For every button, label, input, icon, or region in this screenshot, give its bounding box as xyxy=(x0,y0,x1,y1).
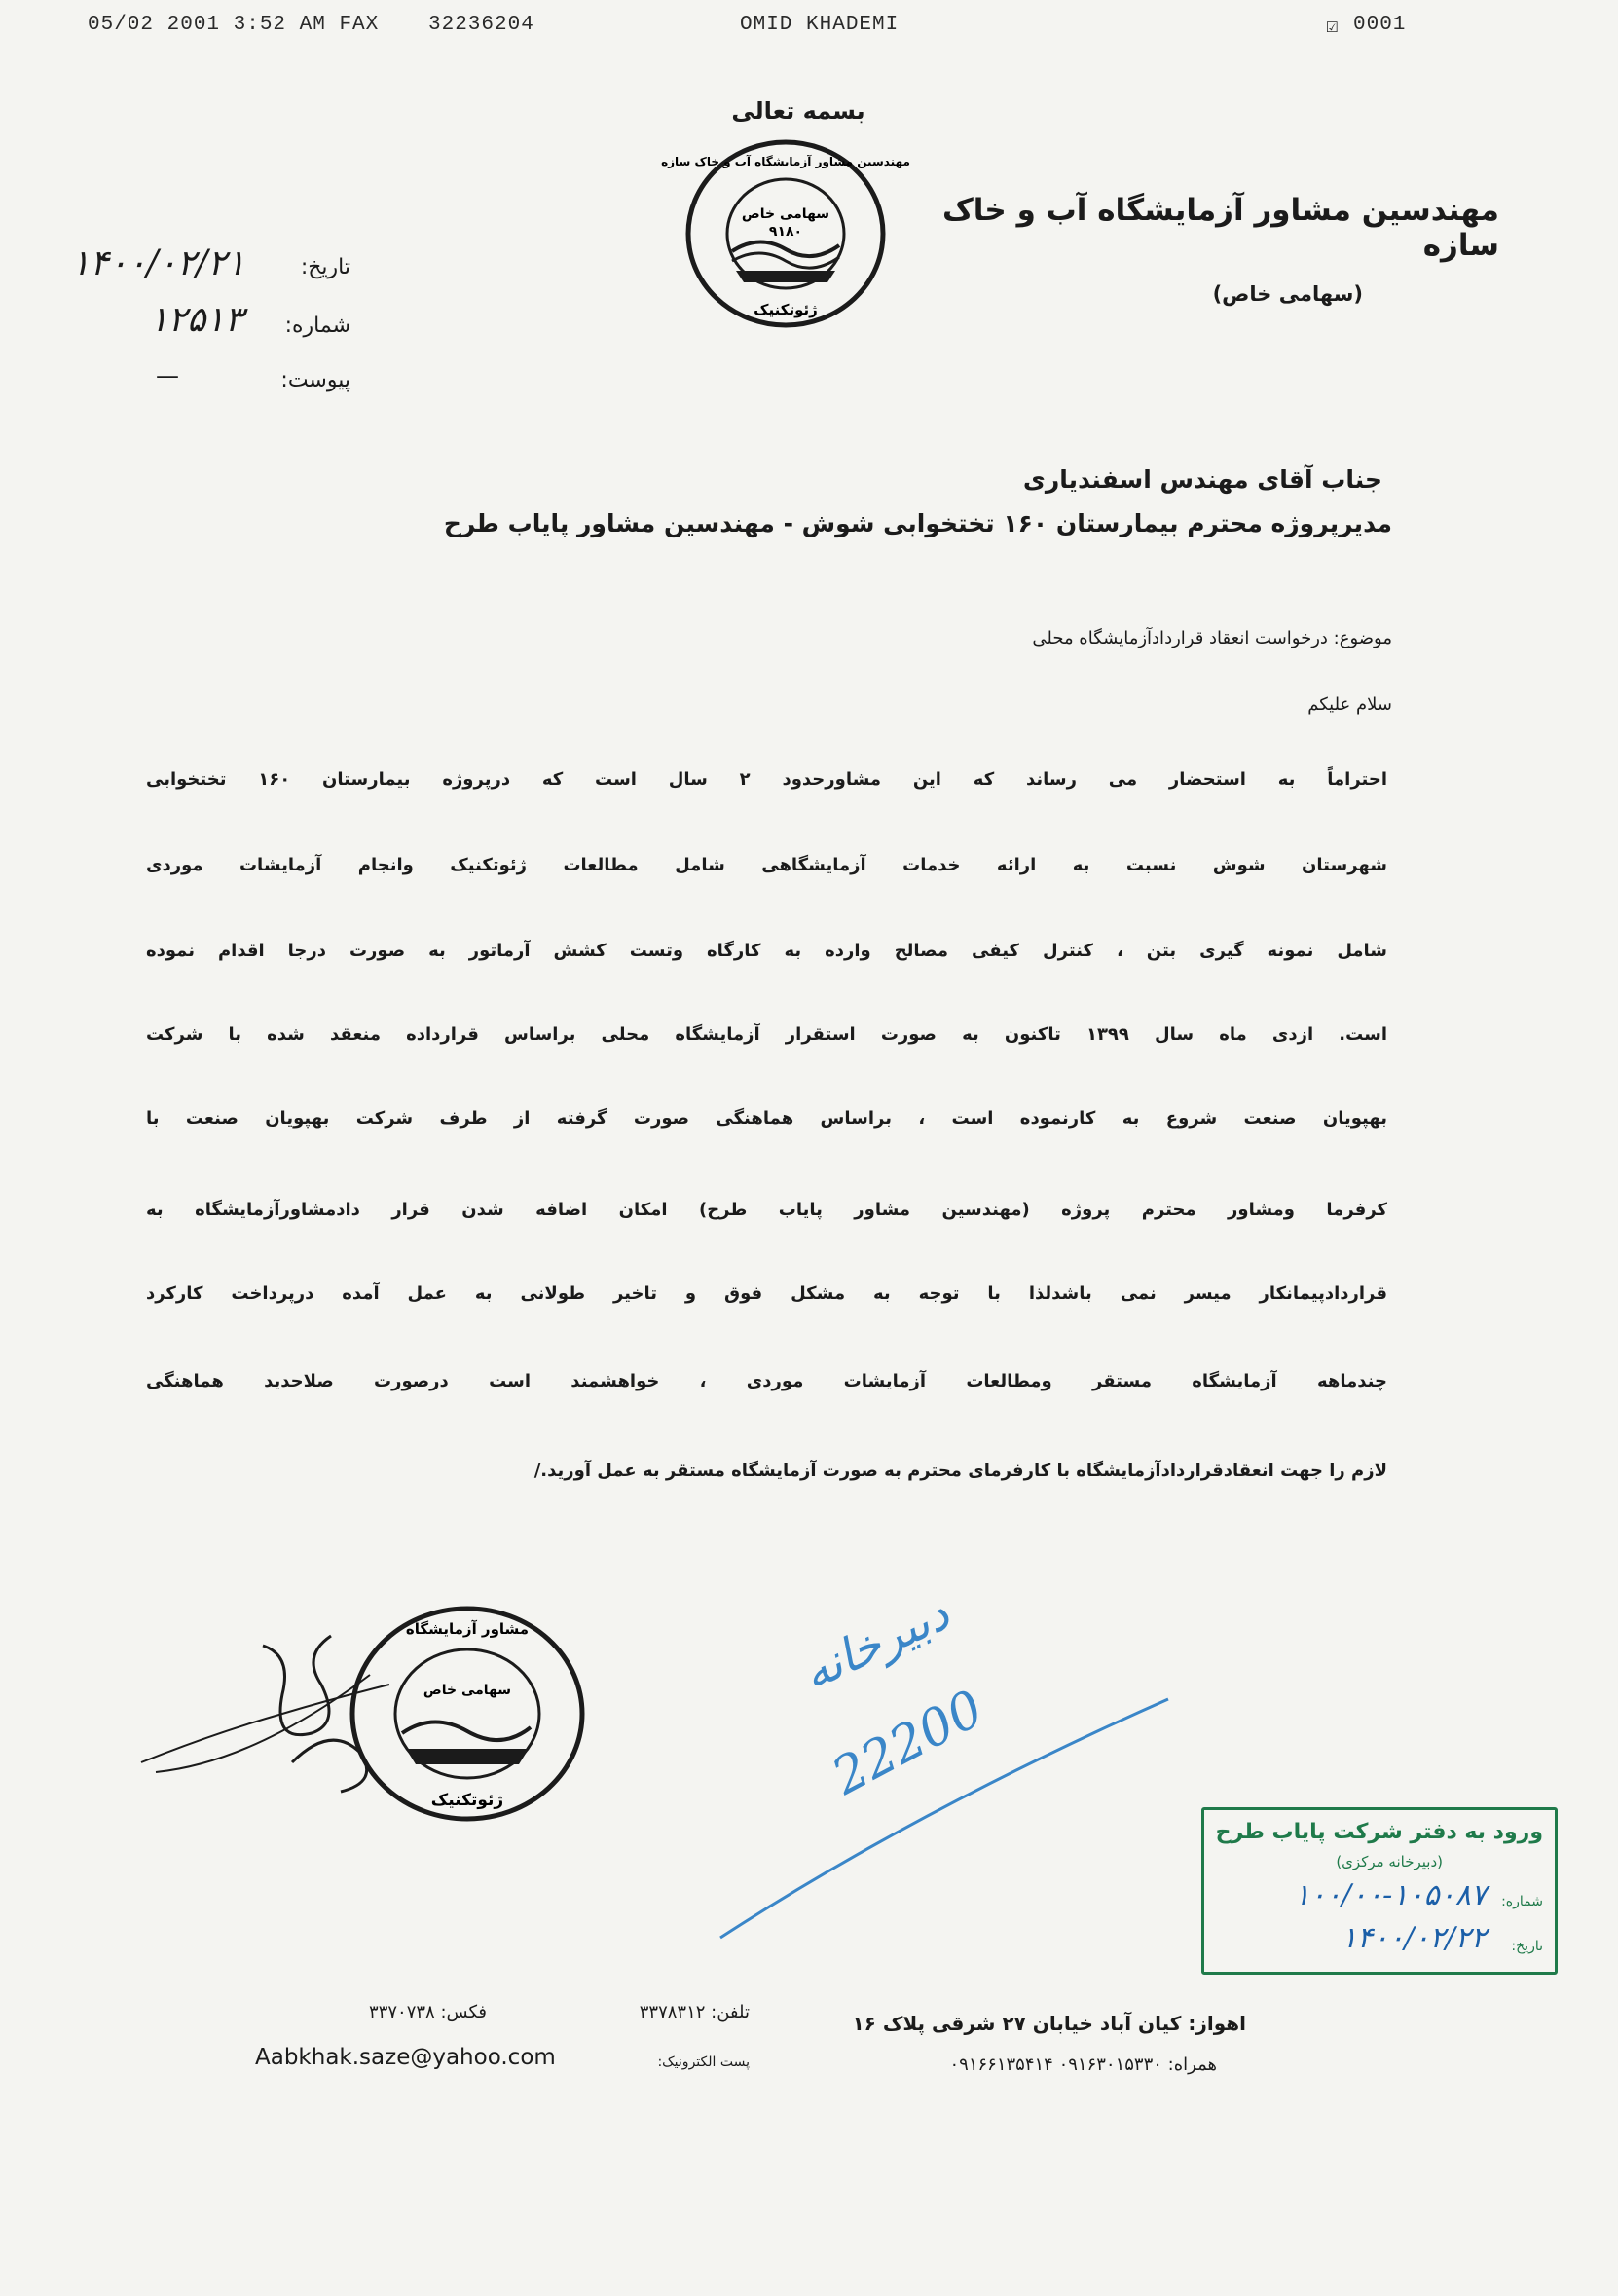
signature-seal-bottom-text: ژئوتکنیک xyxy=(430,1791,504,1810)
subject-line: موضوع: درخواست انعقاد قراردادآزمایشگاه محلی xyxy=(1032,628,1392,648)
fax-page-number: 0001 xyxy=(1353,14,1407,36)
body-line: شامل نمونه گیری بتن ، کنترل کیفی مصالح وارده به کارگاه وتست کشش آرماتور به صورت درجا اقدام نموده xyxy=(146,941,1387,961)
date-value: ۱۴۰۰/۰۲/۲۱ xyxy=(71,243,245,283)
fax-page-icon: ☑ xyxy=(1326,17,1340,39)
footer-address: اهواز: کیان آباد خیابان ۲۷ شرقی پلاک ۱۶ xyxy=(852,2012,1246,2035)
closing-line: لازم را جهت انعقادقراردادآزمایشگاه با کارفرمای محترم به صورت آزمایشگاه مستقر به عمل آورید./ xyxy=(533,1461,1387,1481)
body-line: احتراماً به استحضار می رساند که این مشاورحدود ۲ سال است که درپروژه بیمارستان ۱۶۰ تختخوابی xyxy=(146,769,1388,790)
company-seal xyxy=(661,136,910,331)
seal-top-text: مهندسین مشاور آزمایشگاه آب و خاک سازه xyxy=(661,155,910,168)
footer-phone: تلفن: ۳۳۷۸۳۱۲ xyxy=(639,2002,750,2022)
company-name: مهندسین مشاور آزمایشگاه آب و خاک سازه xyxy=(942,193,1499,263)
fax-number: 32236204 xyxy=(428,14,534,36)
seal-mid-text: سهامی خاص xyxy=(741,206,830,222)
invocation: بسمه تعالی xyxy=(731,97,865,125)
entry-stamp-number-label: شماره: xyxy=(1501,1894,1543,1909)
footer-email-label: پست الکترونیک: xyxy=(657,2055,750,2070)
footer-email: Aabkhak.saze@yahoo.com xyxy=(255,2045,556,2070)
greeting: سلام علیکم xyxy=(1307,694,1392,715)
entry-stamp-date-label: تاریخ: xyxy=(1511,1939,1543,1954)
signature-seal-top-text: مشاور آزمایشگاه xyxy=(405,1620,530,1638)
body-line: چندماهه آزمایشگاه مستقر ومطالعات آزمایشات موردی ، خواهشمند است درصورت صلاحدید هماهنگی xyxy=(146,1371,1387,1391)
attachment-label: پیوست: xyxy=(280,368,350,392)
signature-seal xyxy=(336,1597,599,1831)
entry-stamp xyxy=(1201,1807,1558,1975)
seal-number: ۹۱۸۰ xyxy=(768,224,803,240)
seal-bottom-text: ژئوتکنیک xyxy=(754,301,818,318)
addressee-title: مدیرپروژه محترم بیمارستان ۱۶۰ تختخوابی شوش - مهندسین مشاور پایاب طرح xyxy=(443,509,1392,537)
date-label: تاریخ: xyxy=(300,255,350,279)
entry-stamp-subtitle: (دبیرخانه مرکزی) xyxy=(1336,1853,1443,1870)
pen-stroke xyxy=(720,1694,1188,1947)
entry-stamp-number-value: ۱۰۰/۰۰-۱۰۵۰۸۷ xyxy=(1294,1878,1487,1912)
company-type: (سهامی خاص) xyxy=(1212,282,1363,306)
body-line: بهپویان صنعت شروع به کارنموده است ، براساس هماهنگی صورت گرفته از طرف شرکت بهپویان صنعت با xyxy=(146,1108,1387,1129)
handwritten-number: 22200 xyxy=(823,1679,993,1807)
number-value: ۱۲۵۱۳ xyxy=(149,300,243,340)
body-line: کرفرما ومشاور محترم پروژه (مهندسین مشاور پایاب طرح) امکان اضافه شدن قرار دادمشاورآزمایشگاه به xyxy=(146,1200,1387,1220)
attachment-value: — xyxy=(156,362,179,389)
number-label: شماره: xyxy=(284,314,350,338)
fax-sender: OMID KHADEMI xyxy=(740,14,900,36)
handwritten-note: دبیرخانه xyxy=(793,1586,958,1701)
addressee-name: جناب آقای مهندس اسفندیاری xyxy=(1022,465,1382,494)
footer-mobile: همراه: ۰۹۱۶۳۰۱۵۳۳۰ ۰۹۱۶۶۱۳۵۴۱۴ xyxy=(949,2055,1217,2075)
body-line: شهرستان شوش نسبت به ارائه خدمات آزمایشگاهی شامل مطالعات ژئوتکنیک وانجام آزمایشات موردی xyxy=(146,855,1387,875)
entry-stamp-date-value: ۱۴۰۰/۰۲/۲۲ xyxy=(1341,1921,1487,1955)
entry-stamp-title: ورود به دفتر شرکت پایاب طرح xyxy=(1215,1820,1543,1844)
footer-fax: فکس: ۳۳۷۰۷۳۸ xyxy=(369,2002,487,2022)
body-line: است. ازدی ماه سال ۱۳۹۹ تاکنون به صورت استقرار آزمایشگاه محلی براساس قرارداده منعقد شده با شرکت xyxy=(146,1024,1387,1045)
fax-datetime: 05/02 2001 3:52 AM FAX xyxy=(88,14,380,36)
body-line: قراردادپیمانکار میسر نمی باشدلذا با توجه به مشکل فوق و تاخیر طولانی به عمل آمده درپرداخت کارکرد xyxy=(146,1283,1387,1304)
signature-seal-mid-text: سهامی خاص xyxy=(423,1683,512,1698)
